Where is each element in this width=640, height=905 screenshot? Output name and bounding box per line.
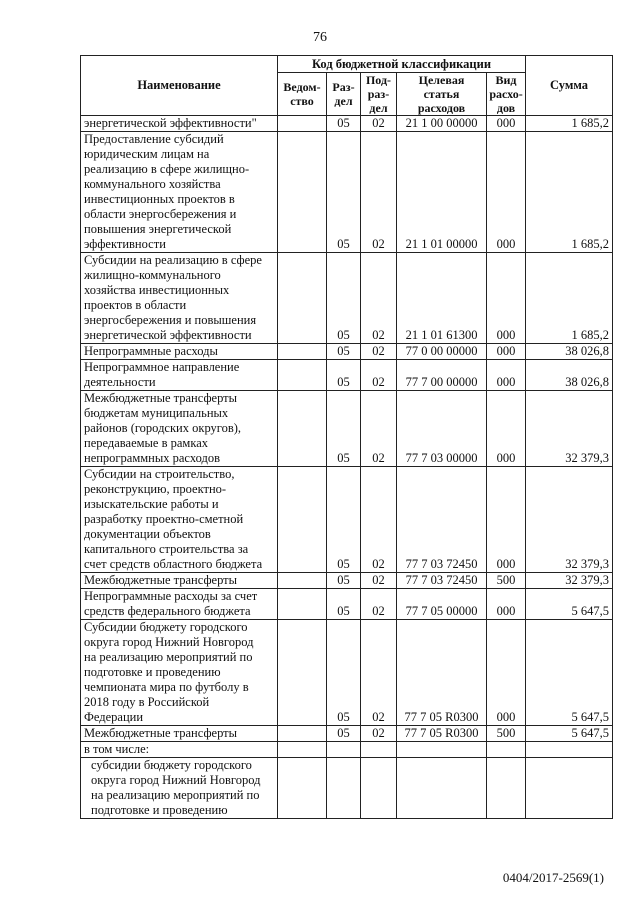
row-name (81, 132, 278, 253)
row-name (81, 726, 278, 742)
row-name-line: Непрограммное направление (84, 360, 240, 374)
row-name-line: инвестиционных проектов в (84, 192, 235, 206)
row-name-line: изыскательские работы и (84, 497, 219, 511)
row-sum: 1 685,2 (526, 132, 613, 253)
row-name-line: Межбюджетные трансферты (84, 726, 238, 740)
row-name-line: Межбюджетные трансферты (84, 573, 238, 587)
row-podrazdel (361, 758, 397, 819)
row-name-line: хозяйства инвестиционных (84, 283, 230, 297)
row-razdel (327, 758, 361, 819)
header-target: Целевая статья расходов (397, 73, 487, 116)
row-vedomstvo (278, 344, 327, 360)
row-vid: 500 (487, 573, 526, 589)
row-name-line: разработку проектно-сметной (84, 512, 244, 526)
row-vid: 500 (487, 726, 526, 742)
row-vedomstvo (278, 391, 327, 467)
table-row (81, 742, 613, 758)
row-vedomstvo (278, 758, 327, 819)
row-sum: 32 379,3 (526, 467, 613, 573)
row-vid: 000 (487, 253, 526, 344)
row-vid: 000 (487, 391, 526, 467)
row-name-line: реализацию в сфере жилищно- (84, 162, 250, 176)
table-row (81, 344, 613, 360)
row-name-line: Федерации (84, 710, 144, 724)
row-name-line: эффективности (84, 237, 166, 251)
row-sum (526, 758, 613, 819)
row-podrazdel: 02 (361, 116, 397, 132)
row-name-line: документации объектов (84, 527, 211, 541)
row-target (397, 758, 487, 819)
row-vedomstvo (278, 589, 327, 620)
row-name-line: передаваемые в рамках (84, 436, 209, 450)
row-razdel: 05 (327, 467, 361, 573)
row-razdel: 05 (327, 253, 361, 344)
row-sum: 38 026,8 (526, 360, 613, 391)
row-name-line: области энергосбережения и (84, 207, 237, 221)
row-target: 21 1 00 00000 (397, 116, 487, 132)
row-name-line: на реализацию мероприятий по (91, 788, 260, 802)
table-row (81, 253, 613, 344)
budget-table (80, 55, 613, 819)
row-vid: 000 (487, 589, 526, 620)
row-name-line: непрограммных расходов (84, 451, 220, 465)
row-vedomstvo (278, 620, 327, 726)
row-sum: 5 647,5 (526, 589, 613, 620)
row-name-line: повышения энергетической (84, 222, 232, 236)
row-vid: 000 (487, 132, 526, 253)
row-vid (487, 742, 526, 758)
row-vedomstvo (278, 467, 327, 573)
row-name (81, 253, 278, 344)
row-podrazdel: 02 (361, 589, 397, 620)
table-row (81, 758, 613, 819)
row-target: 21 1 01 00000 (397, 132, 487, 253)
row-target: 77 0 00 00000 (397, 344, 487, 360)
row-vedomstvo (278, 726, 327, 742)
row-razdel: 05 (327, 116, 361, 132)
row-razdel (327, 742, 361, 758)
table-row (81, 589, 613, 620)
row-name-line: энергосбережения и повышения (84, 313, 257, 327)
row-podrazdel: 02 (361, 360, 397, 391)
row-razdel: 05 (327, 360, 361, 391)
row-vid: 000 (487, 467, 526, 573)
row-sum: 38 026,8 (526, 344, 613, 360)
row-target: 77 7 03 72450 (397, 467, 487, 573)
row-name-line: Непрограммные расходы за счет (84, 589, 258, 603)
row-name-line: округа город Нижний Новгород (84, 635, 254, 649)
row-sum: 1 685,2 (526, 116, 613, 132)
row-name-line: субсидии бюджету городского (91, 758, 252, 772)
row-target: 77 7 05 R0300 (397, 726, 487, 742)
header-name: Наименование (81, 56, 278, 116)
row-vedomstvo (278, 573, 327, 589)
row-podrazdel: 02 (361, 467, 397, 573)
table-row (81, 620, 613, 726)
row-podrazdel: 02 (361, 253, 397, 344)
row-name-line: Субсидии на реализацию в сфере (84, 253, 262, 267)
row-name-line: чемпионата мира по футболу в (84, 680, 249, 694)
row-podrazdel (361, 742, 397, 758)
row-name-line: юридическим лицам на (84, 147, 210, 161)
table-row (81, 391, 613, 467)
row-name (81, 467, 278, 573)
row-name-line: Межбюджетные трансферты (84, 391, 238, 405)
table-row (81, 573, 613, 589)
row-podrazdel: 02 (361, 391, 397, 467)
row-vedomstvo (278, 116, 327, 132)
row-name (81, 344, 278, 360)
row-name-line: реконструкцию, проектно- (84, 482, 227, 496)
row-name-line: подготовке и проведению (91, 803, 228, 817)
row-podrazdel: 02 (361, 620, 397, 726)
row-podrazdel: 02 (361, 573, 397, 589)
table-row (81, 726, 613, 742)
row-name (81, 620, 278, 726)
row-podrazdel: 02 (361, 726, 397, 742)
row-target (397, 742, 487, 758)
table-row (81, 360, 613, 391)
row-name (81, 116, 278, 132)
row-name-line: бюджетам муниципальных (84, 406, 229, 420)
header-vedomstvo: Ведом- ство (278, 73, 327, 116)
row-name-line: округа город Нижний Новгород (91, 773, 261, 787)
row-vedomstvo (278, 253, 327, 344)
row-name-line: энергетической эффективности" (84, 116, 257, 130)
document-code: 0404/2017-2569(1) (502, 870, 604, 885)
row-name-line: коммунального хозяйства (84, 177, 221, 191)
header-razdel: Раз- дел (327, 73, 361, 116)
row-target: 77 7 00 00000 (397, 360, 487, 391)
row-razdel: 05 (327, 391, 361, 467)
row-target: 77 7 03 00000 (397, 391, 487, 467)
row-name-line: 2018 году в Российской (84, 695, 210, 709)
row-razdel: 05 (327, 620, 361, 726)
row-name-line: районов (городских округов), (84, 421, 242, 435)
row-vedomstvo (278, 360, 327, 391)
row-vid: 000 (487, 620, 526, 726)
row-vid: 000 (487, 116, 526, 132)
row-name-line: Субсидии бюджету городского (84, 620, 248, 634)
row-name-line: Субсидии на строительство, (84, 467, 235, 481)
row-name-line: подготовке и проведению (84, 665, 221, 679)
row-target: 77 7 03 72450 (397, 573, 487, 589)
row-name-line: Непрограммные расходы (84, 344, 218, 358)
row-podrazdel: 02 (361, 344, 397, 360)
row-name-line: в том числе: (84, 742, 150, 756)
row-sum: 5 647,5 (526, 620, 613, 726)
table-row (81, 467, 613, 573)
row-podrazdel: 02 (361, 132, 397, 253)
row-sum: 32 379,3 (526, 391, 613, 467)
page-number: 76 (313, 30, 327, 45)
row-name (81, 391, 278, 467)
row-vid (487, 758, 526, 819)
header-code-group: Код бюджетной классификации (278, 56, 526, 73)
row-name-line: деятельности (84, 375, 156, 389)
row-vid: 000 (487, 344, 526, 360)
row-razdel: 05 (327, 344, 361, 360)
row-name (81, 573, 278, 589)
table-row (81, 116, 613, 132)
table-row (81, 132, 613, 253)
row-name-line: Предоставление субсидий (84, 132, 224, 146)
row-target: 77 7 05 00000 (397, 589, 487, 620)
header-sum: Сумма (526, 56, 613, 116)
row-name-line: счет средств областного бюджета (84, 557, 263, 571)
row-razdel: 05 (327, 573, 361, 589)
header-podrazdel: Под- раз- дел (361, 73, 397, 116)
row-sum: 1 685,2 (526, 253, 613, 344)
row-name (81, 589, 278, 620)
row-vid: 000 (487, 360, 526, 391)
header-vid: Вид расхо- дов (487, 73, 526, 116)
row-name-line: энергетической эффективности (84, 328, 252, 342)
row-name (81, 360, 278, 391)
row-sum (526, 742, 613, 758)
row-name-line: средств федерального бюджета (84, 604, 251, 618)
row-target: 21 1 01 61300 (397, 253, 487, 344)
row-target: 77 7 05 R0300 (397, 620, 487, 726)
row-name (81, 758, 278, 819)
row-vedomstvo (278, 132, 327, 253)
row-name-line: на реализацию мероприятий по (84, 650, 253, 664)
row-vedomstvo (278, 742, 327, 758)
row-name-line: жилищно-коммунального (84, 268, 221, 282)
header-row-1 (81, 56, 613, 73)
row-razdel: 05 (327, 132, 361, 253)
row-razdel: 05 (327, 589, 361, 620)
row-razdel: 05 (327, 726, 361, 742)
row-name (81, 742, 278, 758)
row-sum: 32 379,3 (526, 573, 613, 589)
row-name-line: капитального строительства за (84, 542, 249, 556)
row-name-line: проектов в области (84, 298, 187, 312)
row-sum: 5 647,5 (526, 726, 613, 742)
